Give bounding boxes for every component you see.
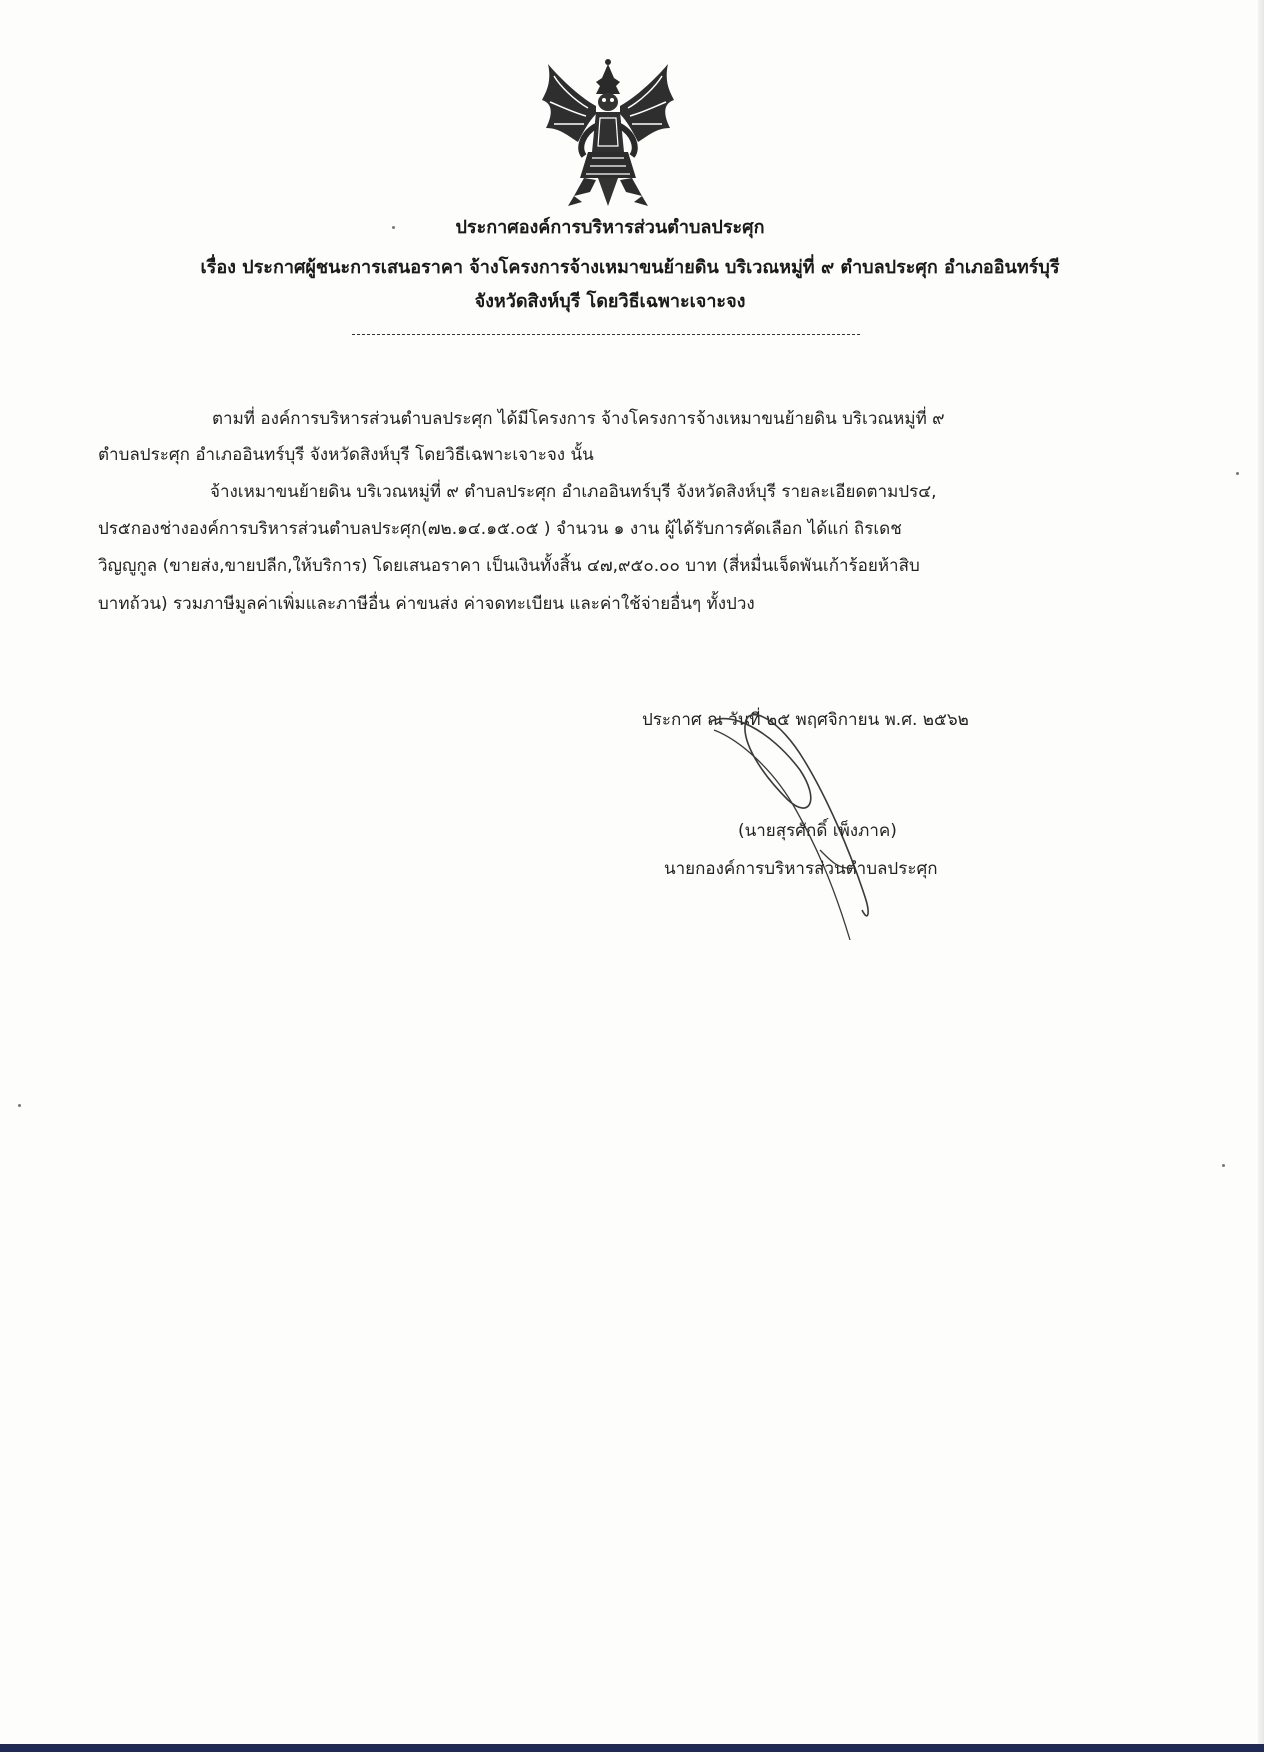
signer-name: (นายสุรศักดิ์ เพ็งภาค) (738, 821, 897, 841)
announcement-title: ประกาศองค์การบริหารส่วนตำบลประศุก (455, 217, 765, 238)
scan-speck (1222, 1164, 1225, 1167)
page-edge-shadow (1258, 0, 1264, 1752)
announcement-subject-line-1: เรื่อง ประกาศผู้ชนะการเสนอราคา จ้างโครงการจ้างเหมาขนย้ายดิน บริเวณหมู่ที่ ๙ ตำบลประศุก อำเภออินทร์บุรี (200, 257, 1060, 278)
announcement-subject-line-2: จังหวัดสิงห์บุรี โดยวิธีเฉพาะเจาะจง (474, 291, 746, 312)
body-line-2: ตำบลประศุก อำเภออินทร์บุรี จังหวัดสิงห์บุรี โดยวิธีเฉพาะเจาะจง นั้น (98, 445, 594, 465)
body-line-6: บาทถ้วน) รวมภาษีมูลค่าเพิ่มและภาษีอื่น ค่าขนส่ง ค่าจดทะเบียน และค่าใช้จ่ายอื่นๆ ทั้งปวง (98, 594, 755, 614)
body-line-3: จ้างเหมาขนย้ายดิน บริเวณหมู่ที่ ๙ ตำบลประศุก อำเภออินทร์บุรี จังหวัดสิงห์บุรี รายละเอียดตามปร๔, (210, 482, 937, 502)
scan-bottom-edge (0, 1744, 1264, 1752)
signer-position: นายกองค์การบริหารส่วนตำบลประศุก (664, 859, 938, 879)
garuda-emblem-icon (538, 56, 678, 211)
announcement-date: ประกาศ ณ วันที่ ๒๕ พฤศจิกายน พ.ศ. ๒๕๖๒ (642, 710, 969, 730)
scan-speck (1236, 472, 1239, 475)
body-line-1: ตามที่ องค์การบริหารส่วนตำบลประศุก ได้มีโครงการ จ้างโครงการจ้างเหมาขนย้ายดิน บริเวณหมู่ที่ ๙ (212, 409, 945, 429)
body-line-4: ปร๕กองช่างองค์การบริหารส่วนตำบลประศุก(๗๒.๑๔.๑๕.๐๕ ) จำนวน ๑ งาน ผู้ได้รับการคัดเลือก ได้แก่ ถิรเดช (98, 519, 902, 539)
scan-speck (18, 1104, 21, 1107)
heading-divider (352, 334, 860, 335)
body-line-5: วิญญูกูล (ขายส่ง,ขายปลีก,ให้บริการ) โดยเสนอราคา เป็นเงินทั้งสิ้น ๔๗,๙๕๐.๐๐ บาท (สี่หมื่นเจ็ดพันเก้าร้อยห้าสิบ (98, 556, 920, 576)
scan-speck (392, 226, 395, 229)
